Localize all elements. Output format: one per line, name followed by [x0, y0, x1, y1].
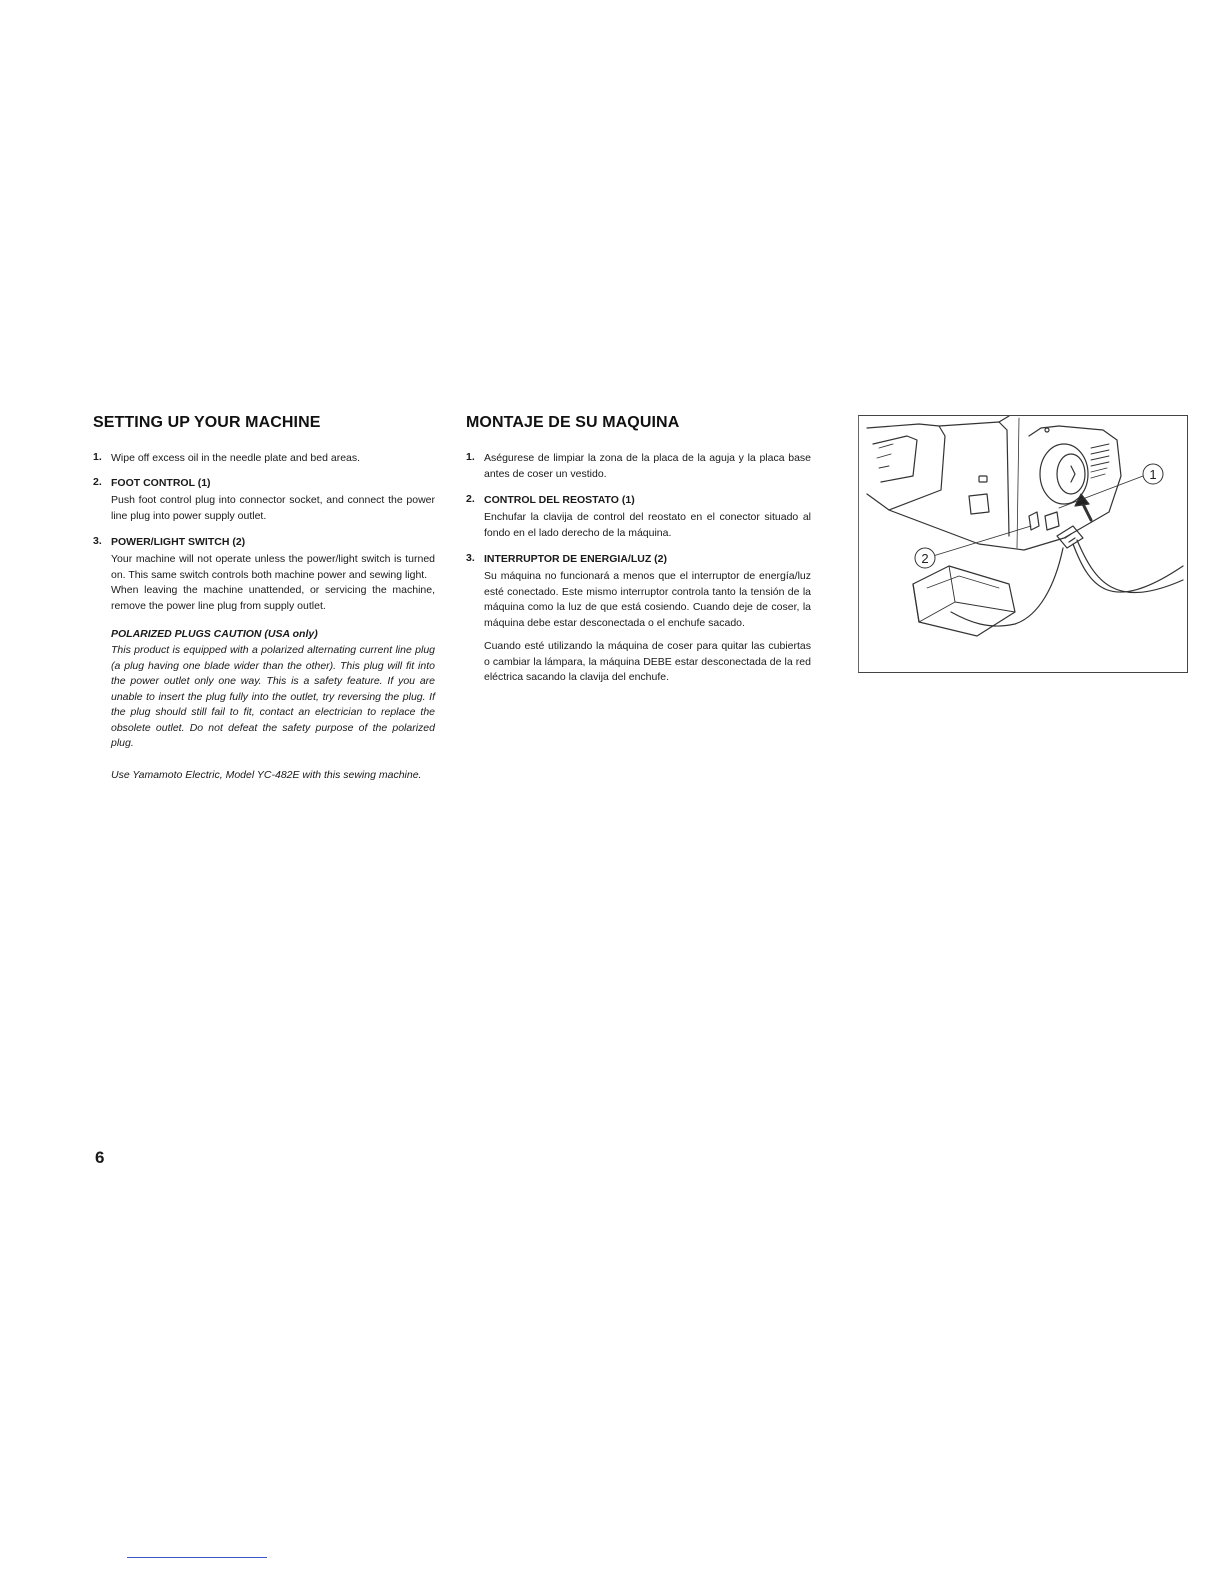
paragraph-gap — [484, 631, 811, 639]
item-number: 2. — [466, 493, 475, 505]
list-item-limpiar — [466, 451, 811, 482]
list-item-reostato — [466, 493, 811, 541]
power-switch — [1029, 512, 1039, 530]
item-text: Push foot control plug into connector socket, and connect the power line plug into power supply outlet. — [111, 494, 435, 522]
item-number: 2. — [93, 476, 102, 488]
item-text: Cuando esté utilizando la máquina de coser para quitar las cubiertas o cambiar la lámpara, la máquina DEBE estar desconectada de la red eléctrica sacando la clavija del enchufe. — [484, 640, 811, 683]
machine-connection-illustration — [858, 415, 1188, 673]
callout-1 — [1143, 464, 1163, 484]
english-column — [93, 414, 435, 783]
callout-1-label: 1 — [1149, 467, 1157, 482]
spanish-column — [466, 414, 811, 697]
item-number: 3. — [93, 535, 102, 547]
item-text: Su máquina no funcionará a menos que el interruptor de energía/luz esté conectado. Este mismo interruptor controla tanto la tensión de la máquina como la luz de que está cosiendo. Cuando deje de coser, la máquina debe estar desconectada o el enchufe sacado. — [484, 570, 811, 629]
item-number: 3. — [466, 552, 475, 564]
item-text: When leaving the machine unattended, or servicing the machine, remove the power line plug from supply outlet. — [111, 584, 435, 612]
footer-rule — [127, 1557, 267, 1558]
item-heading: FOOT CONTROL (1) — [111, 477, 211, 489]
item-text: Your machine will not operate unless the power/light switch is turned on. This same switch controls both machine power and sewing light. — [111, 553, 435, 581]
connector-socket — [1045, 512, 1059, 530]
list-item-interruptor — [466, 552, 811, 686]
section-title-spanish: MONTAJE DE SU MAQUINA — [466, 414, 680, 431]
list-item-power-switch — [93, 535, 435, 614]
section-title-english: SETTING UP YOUR MACHINE — [93, 414, 321, 431]
power-cord — [1073, 544, 1183, 592]
caution-text: This product is equipped with a polarized alternating current line plug (a plug having one blade wider than the other). This plug will fit into the power outlet only one way. This is a safety feature. If you are unable to insert the plug fully into the outlet, try reversing the plug. If the plug should still fail to fit, contact an electrician to replace the obsolete outlet. Do not defeat the safety purpose of the polarized plug. — [111, 644, 435, 749]
item-text: Aségurese de limpiar la zona de la placa de la aguja y la placa base antes de coser un vestido. — [484, 452, 811, 480]
item-number: 1. — [466, 451, 475, 463]
list-item-foot-control — [93, 476, 435, 524]
item-heading: INTERRUPTOR DE ENERGIA/LUZ (2) — [484, 553, 667, 565]
list-item-wipe-oil — [93, 451, 435, 465]
illustration-drawing — [859, 416, 1188, 673]
machine-body — [867, 426, 1121, 550]
item-heading: POWER/LIGHT SWITCH (2) — [111, 536, 246, 548]
item-text: Wipe off excess oil in the needle plate and bed areas. — [111, 452, 361, 464]
page-number: 6 — [95, 1148, 105, 1167]
item-heading: CONTROL DEL REOSTATO (1) — [484, 494, 635, 506]
item-number: 1. — [93, 451, 102, 463]
model-note: Use Yamamoto Electric, Model YC-482E with this sewing machine. — [111, 768, 422, 781]
callout-2-label: 2 — [921, 551, 929, 566]
callout-2 — [915, 548, 935, 568]
item-text: Enchufar la clavija de control del reostato en el conector situado al fondo en el lado derecho de la máquina. — [484, 511, 811, 539]
caution-heading: POLARIZED PLUGS CAUTION (USA only) — [111, 628, 318, 640]
machine-free-arm — [867, 424, 945, 510]
